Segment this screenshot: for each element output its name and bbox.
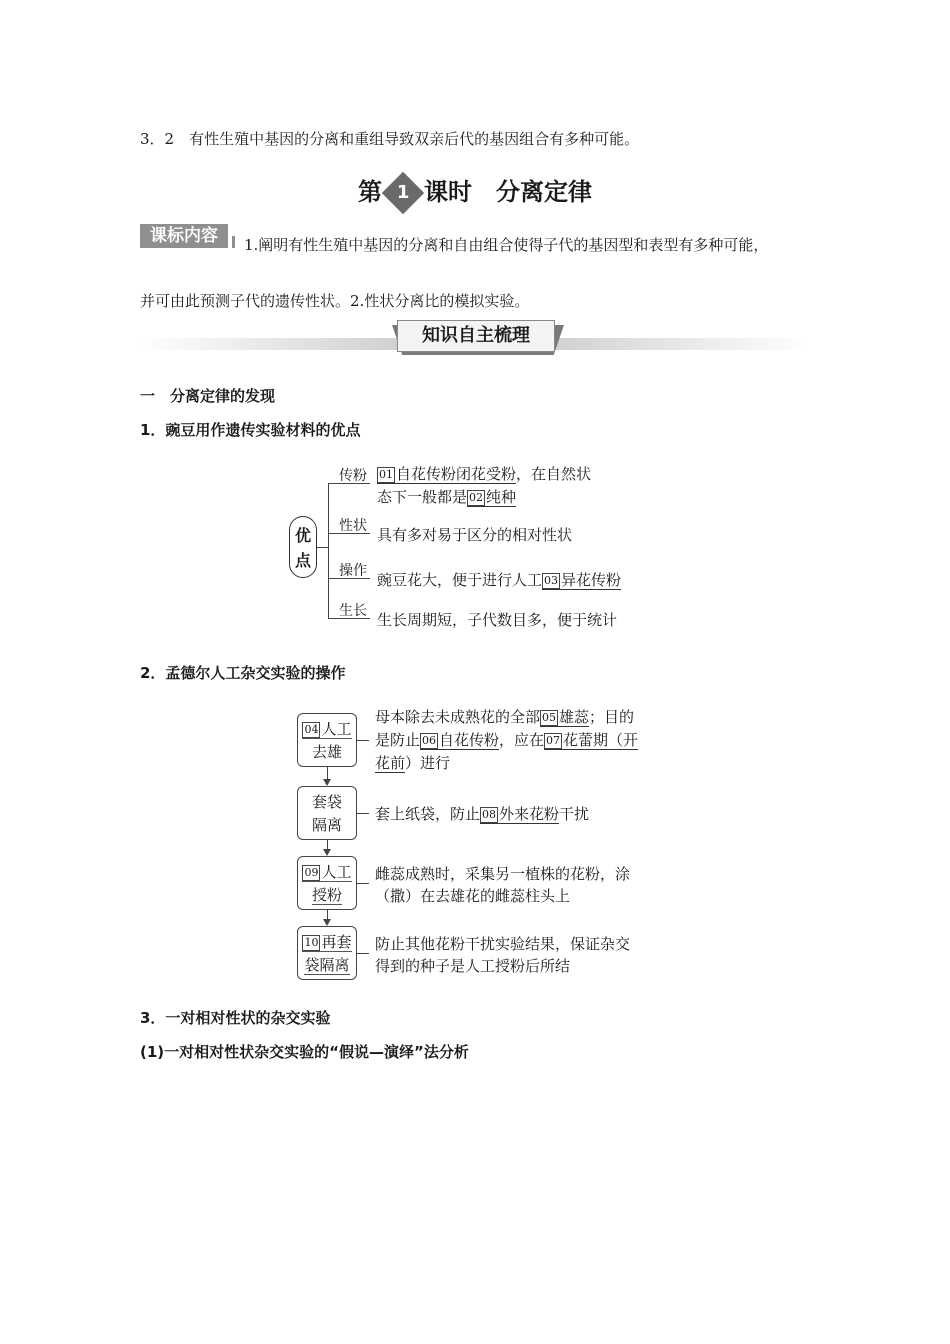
step-label-line1: 套袋 (311, 793, 342, 811)
bagging-desc (375, 803, 589, 826)
step-box-pollination (297, 856, 357, 910)
body-text: ；目的 (589, 708, 635, 726)
blank-number: 02 (469, 491, 484, 504)
answer-text: 人工 (321, 720, 352, 738)
title-suffix: 课时 分离定律 (424, 178, 592, 206)
blank-number: 07 (546, 734, 561, 747)
answer-text: 花前 (375, 754, 406, 772)
blank-number: 10 (304, 936, 319, 949)
answer-text: 自花传粉闭花受粉 (396, 465, 517, 483)
step-label-line2: 隔离 (311, 816, 342, 834)
banner-bar-left (140, 338, 405, 350)
emasculation-desc-1 (375, 706, 634, 729)
flow-arrow-1 (327, 767, 328, 779)
arrowhead-down-icon (323, 919, 331, 926)
answer-text: 异花传粉 (561, 571, 622, 589)
blank-number: 08 (482, 808, 497, 821)
body-text: 态下一般都是 (377, 488, 468, 506)
pollination-desc-2: （撒）在去雄花的雌蕊柱头上 (375, 887, 571, 905)
branch-label-growth: 生长 (339, 603, 367, 619)
body-text: 豌豆花大，便于进行人工 (377, 571, 543, 589)
body-text: ，在自然状 (516, 465, 592, 483)
lesson-number: 1 (396, 182, 410, 203)
arrowhead-down-icon (323, 849, 331, 856)
blank-number: 09 (304, 866, 319, 879)
pollination-desc-1: 雌蕊成熟时，采集另一植株的花粉，涂 (375, 865, 631, 883)
step-connector-4 (357, 953, 369, 954)
subheading-3-1: (1)一对相对性状杂交实验的“假说—演绎”法分析 (140, 1043, 469, 1061)
curriculum-standard: 3．2 有性生殖中基因的分离和重组导致双亲后代的基因组合有多种可能。 (140, 130, 640, 148)
section-heading-1: 一 分离定律的发现 (140, 387, 276, 405)
branch-label-pollination: 传粉 (339, 468, 367, 484)
advantages-center (289, 516, 317, 578)
answer-text: 雄蕊 (559, 708, 590, 726)
answer-text: 外来花粉 (499, 805, 560, 823)
answer-text: 人工 (321, 863, 352, 881)
objective-badge: 课标内容 (140, 224, 228, 248)
pollination-text-2 (377, 486, 516, 507)
answer-text: 袋隔离 (304, 956, 350, 974)
step-connector-3 (357, 883, 369, 884)
center-char-1: 优 (294, 526, 311, 545)
growth-text: 生长周期短，子代数目多，便于统计 (377, 611, 618, 629)
step-box-bagging (297, 786, 357, 840)
answer-text: 纯种 (486, 488, 517, 506)
body-text: 套上纸袋，防止 (375, 805, 481, 823)
emasculation-desc-3 (375, 752, 450, 775)
flow-arrow-2 (327, 840, 328, 849)
objective-line-2: 并可由此预测子代的遗传性状。2.性状分离比的模拟实验。 (140, 292, 530, 310)
subheading-3: 3．一对相对性状的杂交实验 (140, 1009, 331, 1027)
connector-trunk (328, 483, 329, 619)
answer-text: 再套 (321, 933, 352, 951)
flow-arrow-3 (327, 910, 328, 919)
answer-text: 花蕾期（开 (563, 731, 639, 749)
objective-line-1: 1.阐明有性生殖中基因的分离和自由组合使得子代的基因型和表型有多种可能， (244, 236, 769, 254)
lesson-title (0, 172, 950, 208)
step-label-line2: 去雄 (311, 743, 342, 761)
subheading-1: 1．豌豆用作遗传实验材料的优点 (140, 421, 361, 439)
step-box-rebagging (297, 926, 357, 980)
arrowhead-down-icon (323, 779, 331, 786)
blank-number: 01 (379, 468, 393, 481)
section-banner: 知识自主梳理 (397, 320, 555, 352)
emasculation-desc-2 (375, 729, 638, 752)
rebagging-desc-1: 防止其他花粉干扰实验结果，保证杂交 (375, 935, 631, 953)
answer-text: 授粉 (311, 886, 342, 904)
lesson-number-badge (382, 172, 424, 214)
rebagging-desc-2: 得到的种子是人工授粉后所结 (375, 957, 571, 975)
subheading-2: 2．孟德尔人工杂交实验的操作 (140, 664, 346, 682)
blank-number: 04 (304, 723, 319, 736)
step-box-emasculation (297, 713, 357, 767)
center-char-2: 点 (294, 551, 311, 570)
blank-number: 05 (542, 711, 557, 724)
body-text: ）进行 (405, 754, 451, 772)
blank-number: 03 (544, 574, 559, 587)
title-prefix: 第 (358, 178, 382, 206)
banner-bar-right (545, 338, 810, 350)
step-connector-2 (357, 813, 369, 814)
branch-label-trait: 性状 (339, 518, 367, 534)
pollination-text-1 (377, 463, 591, 484)
body-text: 母本除去未成熟花的全部 (375, 708, 541, 726)
step-connector-1 (357, 740, 369, 741)
answer-text: 自花传粉 (439, 731, 500, 749)
body-text: 干扰 (559, 805, 590, 823)
branch-label-operation: 操作 (339, 563, 367, 579)
blank-number: 06 (422, 734, 437, 747)
body-text: 是防止 (375, 731, 421, 749)
body-text: ，应在 (499, 731, 545, 749)
operation-text (377, 569, 621, 590)
trait-text: 具有多对易于区分的相对性状 (377, 526, 573, 544)
badge-divider (232, 236, 235, 248)
